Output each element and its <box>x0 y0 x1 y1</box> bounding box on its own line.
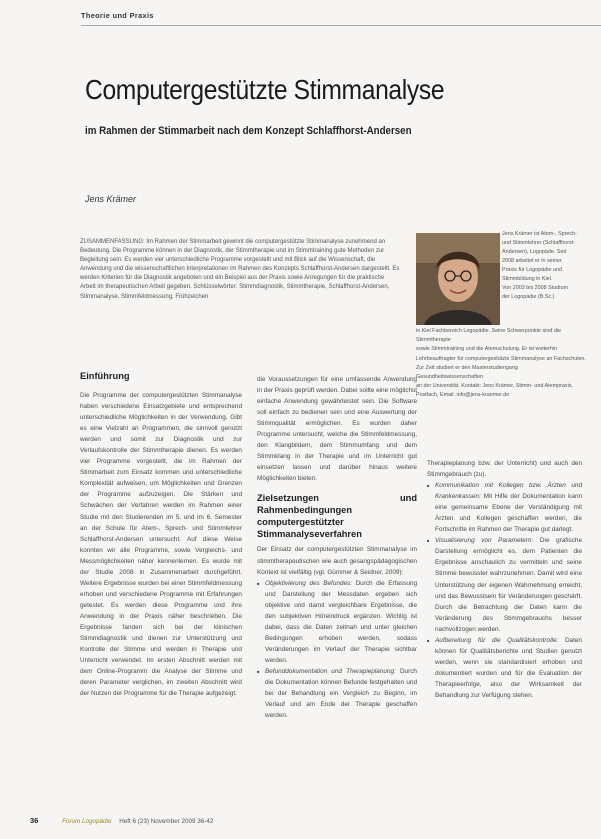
abstract-text: ZUSAMMENFASSUNG: Im Rahmen der Stimmarbeit gewinnt die computergestützte Stimmanalyse zunehmend an Bedeutung. Die Programme können in der Diagnostik, der Stimmtherapie und im Stimmtraining gute Methoden zur Begleitung sein. Es werden vier unterschiedliche Programme vorgestellt und mit Blick auf die Wissenschaft, die Anwendung und die wissenschaftlichen Interpretationen im Rahmen des Konzepts Schlaffhorst-Andersen dargestellt. Es werden Kriterien für die Diagnostik angeboten und ein Beispiel aus der Praxis sowie Anregungen für die praktische Arbeit im therapeutischen Arbeit gegeben. <box>80 239 400 291</box>
bullet-text: Durch die Dokumentation können Befunde festgehalten und bei der Behandlung ein Vergleich zu Beginn, im Verlauf und am Ende der Therapie geschaffen werden. <box>265 667 417 720</box>
bio-line: 2008 arbeitet er in seiner <box>502 258 562 264</box>
section-tag: Theorie und Praxis <box>81 11 154 20</box>
abstract <box>80 238 400 302</box>
column-2 <box>257 374 417 721</box>
issue-info: Heft 6 (23) November 2009 36-42 <box>119 818 214 825</box>
list-item <box>435 635 582 701</box>
author-photo <box>416 233 500 325</box>
bio-line: Zur Zeit studiert er den Masterstudiengang Gesundheitswissenschaften <box>416 364 518 381</box>
bullet-text: Daten können für Qualitätsberichte und Studien genutzt werden, wenn sie standardisiert erhoben und dokumentiert wurden und für die Evaluation der Therapieerfolge, also der Wirksamkeit der Behandlung zur Verfügung stehen. <box>435 636 582 699</box>
objectives-list <box>257 578 417 722</box>
bio-line: sowie Stimmtraining und die Atemschulung. Er ist weiterhin <box>416 346 558 353</box>
header-rule <box>81 25 601 26</box>
intro-heading: Einführung <box>80 371 130 381</box>
column-1 <box>80 370 242 699</box>
article-title: Computergestützte Stimmanalyse <box>85 74 445 105</box>
bullet-text: Die grafische Darstellung ermöglicht es, dem Patienten die Ergebnisse anschaulich zu vermitteln und seine Stimme bewusster wahrzunehmen. Damit wird eine Unterstützung der eigenen Wahrnehmung erreicht, und das Bewusstsein für Veränderungen geschärft. Durch die Betrachtung der Daten kann die Veränderung des Stimmgebrauchs besser nachvollzogen werden. <box>435 537 583 633</box>
journal-name: Forum Logopädie <box>62 818 112 825</box>
author-name: Jens Krämer <box>85 194 137 204</box>
bio-line: an der Universität. Kontakt: Jens Krämer, Stimm- und Atempraxis, <box>416 383 573 390</box>
bio-line: in Kiel Fachbereich Logopädie. Seine Schwerpunkte sind die Stimmtherapie <box>416 328 562 344</box>
column-3 <box>427 458 582 701</box>
col3-intro: Therapieplanung bzw. der Unterricht) und auch den Stimmgebrauch (zu). <box>427 460 582 479</box>
page-number: 36 <box>30 816 39 825</box>
bio-line: Jens Krämer ist Atem-, Sprech- <box>502 231 577 237</box>
bullet-lead: Befunddokumentation und Therapieplanung: <box>265 667 396 675</box>
intro-text: Die Programme der computergestützten Stimmanalyse haben verschiedene Einsatzgebiete und entsprechend unterschiedliche Möglichkeiten in der Verwendung. Gibt es eine Vielzahl an Programmen, die sinnvoll genutzt werden und somit zur Diagnostik und zur Verlaufskontrolle der Stimmtherapie dienen. Es werden vier Programme vorgestellt, die im Rahmen der Stimmarbeit zum Einsatz kommen und unterschiedliche Komplexität aufweisen, um Möglichkeiten und Grenzen der Programme aufzuzeigen. Die Stärken und Schwächen der Verfahren werden im Rahmen einer Studie mit den Studierenden im 5. und im 6. Semester an der Schule für Atem-, Sprech- und Stimmlehrer Schlaffhorst-Andersen untersucht. Auf diese Weise konnten wir alle Programme, sowie Vergleichs- und Messmöglichkeiten näher kennenlernen. Es wurde mit der Studie 2008 in Zusammenarbeit durchgeführt. Weitere Ergebnisse wurden bei einer Stimmfeldmessung erhoben und verschiedene Programme mit Erfahrungen getestet. Es werden diese Programme und ihre Anwendung in der Praxis näher beschrieben. Die Ergebnisse fanden sich bei der klinischen Stimmdiagnostik und dienen zur Unterstützung und Kontrolle der Stimme und werden in Therapie und Unterricht verwendet. Im ersten Abschnitt werden mit dem Online-Programm die Analyse der Stimme und deren Parameter verglichen, im zweiten Abschnitt wird der Nutzen der Programme für die Therapie aufgezeigt. <box>80 392 242 698</box>
article-subtitle: im Rahmen der Stimmarbeit nach dem Konzept Schlaffhorst-Andersen <box>85 125 412 137</box>
bullet-lead: Objektivierung des Befundes: <box>265 579 353 587</box>
bio-line: Stimmbildung in Kiel. <box>502 276 553 282</box>
bio-line: der Logopädie (B.Sc.) <box>502 294 555 300</box>
bio-line: Praxis für Logopädie und <box>502 267 562 273</box>
col2-text: die Voraussetzungen für eine umfassende Anwendung in der Praxis geprüft werden. Dabei sollte eine möglichst einfache Anwendung gewährleistet sein. Die Software soll einfach zu bedienen sein und eine Auswertung der Stimmqualität ermöglichen. Es wurden daher Programme untersucht, welche die Stimmfeldmessung, den Klangbildern, dem Stimmumfang und dem Stimmklang in der Therapie und im Unterricht gut einsetzen lassen und darüber hinaus weitere Möglichkeiten bieten. <box>257 376 417 483</box>
bio-line: Postfach, Email: info@jens-kraemer.de <box>416 392 510 399</box>
objectives-list-continued <box>427 480 582 701</box>
bullet-text: Durch die Erfassung und Darstellung der Messdaten ergeben sich objektive und damit vergleichbare Ergebnisse, die den subjektiven Höreindruck ergänzen. Wichtig ist dabei, dass die Daten zeitnah und unter gleichen Bedingungen erhoben werden, sodass Veränderungen im Verlauf der Therapie sichtbar werden. <box>265 579 417 664</box>
bio-full <box>416 327 586 401</box>
author-portrait-image <box>416 233 500 325</box>
abstract-keywords: Stimmdiagnostik, Stimmtherapie, Schlaffhorst-Andersen, Stimmanalyse, Stimmfeldmessung, Frühzeichen <box>80 284 390 300</box>
conditions-text: Der Einsatz der computergestützten Stimmanalyse im stimmtherapeutischen wie auch gesangspädagogischen Kontext ist vielfältig (vgl. Gümmer & Seidner, 2009): <box>257 546 417 576</box>
list-item <box>265 578 417 666</box>
page-footer <box>30 816 213 825</box>
list-item <box>435 535 582 634</box>
list-item <box>265 666 417 721</box>
list-item <box>435 480 582 535</box>
bullet-text: Mit Hilfe der Dokumentation kann eine gemeinsame Ebene der Verständigung mit Ärzten und Kollegen geschaffen werden, die Fortschritte im Rahmen der Therapie gut darlegt. <box>435 493 583 534</box>
conditions-heading: Zielsetzungen und Rahmenbedingungen computergestützter Stimmanalyseverfahren <box>257 493 417 540</box>
bio-line: Andersen), Logopäde. Seit <box>502 249 567 255</box>
bullet-lead: Aufbereitung für die Qualitätskontrolle: <box>435 636 559 644</box>
bio-line: Von 2003 bis 2008 Studium <box>502 285 568 291</box>
bio-line: Lehrbeauftragter für computergestützte Stimmanalyse an Fachschulen. <box>416 355 586 362</box>
bio-line: und Stimmlehrer (Schlaffhorst- <box>502 240 575 246</box>
bullet-lead: Visualisierung von Parametern: <box>435 537 534 545</box>
bullet-lead: Kommunikation mit Kollegen bzw. Ärzten und Krankenkassen: <box>435 482 582 501</box>
abstract-keywords-label: Schlüsselwörter: <box>193 284 240 291</box>
